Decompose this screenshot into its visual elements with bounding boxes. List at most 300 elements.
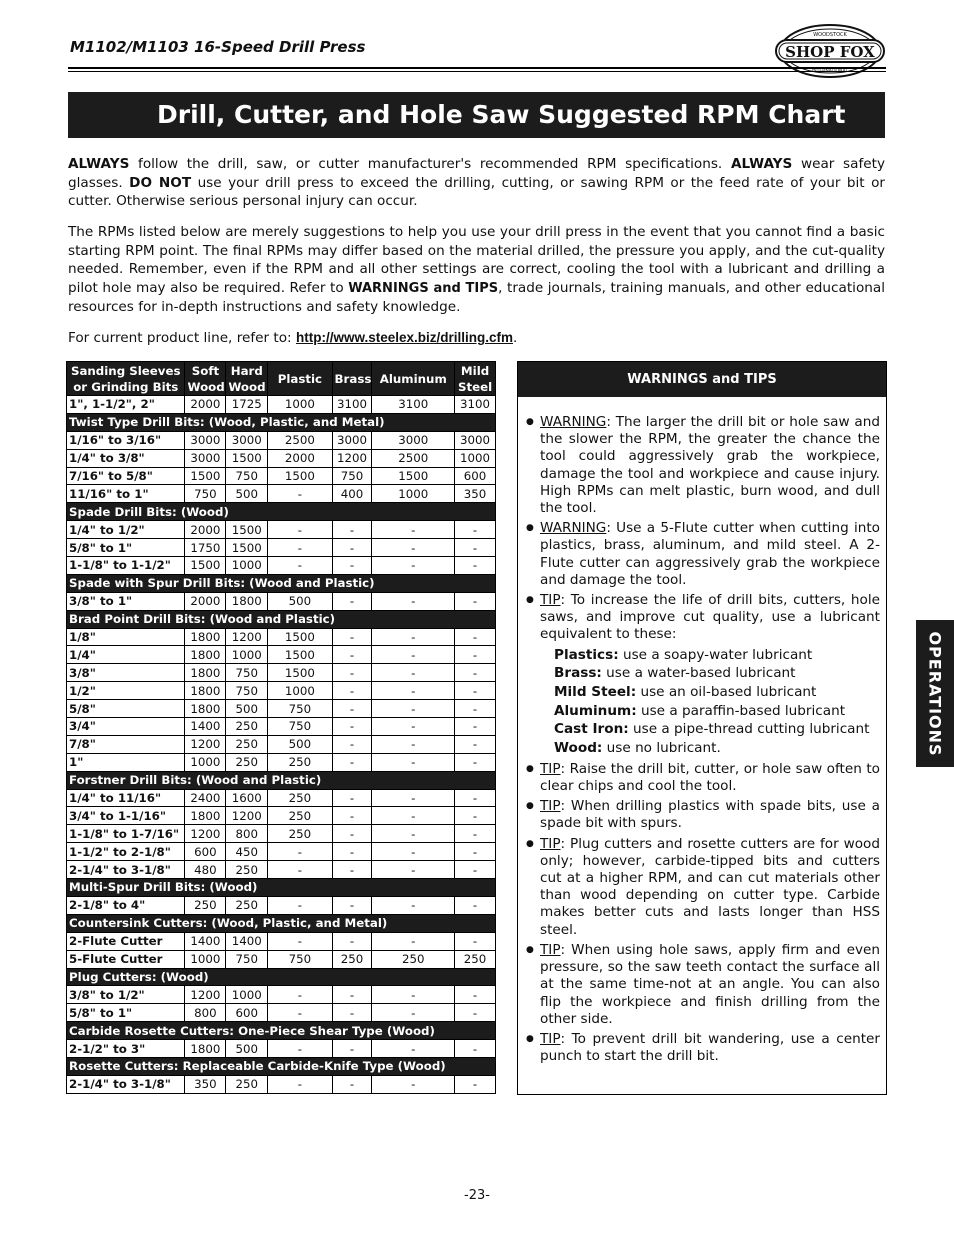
bit-size-cell: 2-1/2" to 3"	[67, 1040, 185, 1058]
item-text: : Plug cutters and rosette cutters are for wood only; however, carbide-tipped bits and cutters cut at a higher RPM, and can cut materials other than wood depending on cutter type. Carbide makes better cuts and lasts longer than HSS steel.	[540, 835, 880, 938]
svg-text:WOODSTOCK: WOODSTOCK	[813, 32, 847, 38]
column-header: Brass	[332, 362, 372, 396]
rpm-cell: 1800	[185, 646, 226, 664]
rpm-cell: -	[455, 825, 496, 843]
rpm-cell: 1800	[185, 807, 226, 825]
rpm-cell: 3000	[185, 431, 226, 449]
warning-item	[526, 942, 880, 1028]
table-row	[67, 700, 496, 718]
table-row	[67, 1040, 496, 1058]
rpm-cell: -	[372, 664, 455, 682]
table-row	[67, 485, 496, 503]
rpm-cell: -	[332, 843, 372, 861]
rpm-cell: -	[332, 861, 372, 879]
bit-size-cell: 1"	[67, 753, 185, 771]
rpm-cell: -	[455, 932, 496, 950]
bit-size-cell: 3/4" to 1-1/16"	[67, 807, 185, 825]
rpm-cell: -	[332, 789, 372, 807]
bit-size-cell: 1/4"	[67, 646, 185, 664]
table-row	[67, 986, 496, 1004]
rpm-cell: 1500	[372, 467, 455, 485]
section-label: Plug Cutters: (Wood)	[67, 968, 496, 986]
item-text: : The larger the drill bit or hole saw and the slower the RPM, the greater the chance the tool could aggressively grab the workpiece, damage the tool and workpiece and cause injury. High RPMs can melt plastic, burn wood, and dull the tool.	[540, 414, 880, 517]
table-row	[67, 467, 496, 485]
table-row	[67, 628, 496, 646]
bit-size-cell: 2-1/8" to 4"	[67, 896, 185, 914]
rpm-cell: -	[332, 1040, 372, 1058]
rpm-cell: 250	[268, 789, 332, 807]
bit-size-cell: 3/4"	[67, 718, 185, 736]
rpm-cell: 3100	[372, 396, 455, 414]
rpm-cell: 600	[185, 843, 226, 861]
warnings-title: WARNINGS and TIPS	[518, 362, 886, 397]
rpm-cell: -	[455, 1040, 496, 1058]
rpm-cell: 800	[226, 825, 268, 843]
rpm-cell: 1500	[268, 467, 332, 485]
rpm-cell: -	[372, 861, 455, 879]
warning-item	[526, 761, 880, 795]
rpm-cell: 750	[226, 682, 268, 700]
rpm-cell: -	[455, 896, 496, 914]
item-keyword: TIP	[540, 760, 561, 777]
rpm-cell: 1800	[185, 628, 226, 646]
rpm-cell: -	[372, 628, 455, 646]
bit-size-cell: 2-1/4" to 3-1/8"	[67, 861, 185, 879]
rpm-cell: 1200	[226, 807, 268, 825]
rpm-cell: 250	[268, 753, 332, 771]
page-number: -23-	[464, 1188, 490, 1203]
rpm-cell: 500	[226, 485, 268, 503]
rpm-cell: 1500	[226, 449, 268, 467]
item-keyword: WARNING	[540, 520, 607, 537]
bit-size-cell: 2-Flute Cutter	[67, 932, 185, 950]
rpm-cell: 350	[455, 485, 496, 503]
lubricant-material: Plastics:	[554, 646, 619, 663]
rpm-cell: -	[332, 896, 372, 914]
rpm-cell: 1000	[185, 753, 226, 771]
lubricant-desc: use no lubricant.	[602, 740, 721, 757]
rpm-cell: 500	[226, 1040, 268, 1058]
section-row	[67, 771, 496, 789]
rpm-cell: -	[268, 1004, 332, 1022]
product-line-paragraph: For current product line, refer to: http://www.steelex.biz/drilling.cfm.	[68, 330, 518, 346]
rpm-cell: 1500	[185, 557, 226, 575]
rpm-cell: 750	[226, 664, 268, 682]
rpm-cell: -	[455, 1004, 496, 1022]
lubricant-material: Mild Steel:	[554, 684, 637, 701]
rpm-cell: 3100	[455, 396, 496, 414]
rpm-cell: 600	[226, 1004, 268, 1022]
section-row	[67, 879, 496, 897]
rpm-cell: -	[332, 986, 372, 1004]
bit-size-cell: 5-Flute Cutter	[67, 950, 185, 968]
section-row	[67, 968, 496, 986]
rpm-cell: 1400	[185, 932, 226, 950]
rpm-cell: -	[455, 1075, 496, 1093]
rpm-cell: 250	[455, 950, 496, 968]
rpm-cell: -	[372, 1004, 455, 1022]
rpm-cell: 750	[226, 950, 268, 968]
rpm-cell: -	[372, 592, 455, 610]
section-row	[67, 413, 496, 431]
bit-size-cell: 1/4" to 3/8"	[67, 449, 185, 467]
table-row	[67, 521, 496, 539]
table-row	[67, 682, 496, 700]
section-label: Carbide Rosette Cutters: One-Piece Shear Type (Wood)	[67, 1022, 496, 1040]
section-label: Forstner Drill Bits: (Wood and Plastic)	[67, 771, 496, 789]
item-keyword: TIP	[540, 941, 561, 958]
rpm-cell: -	[332, 1075, 372, 1093]
rpm-cell: -	[372, 557, 455, 575]
table-row	[67, 807, 496, 825]
rpm-cell: -	[332, 646, 372, 664]
rpm-cell: 250	[226, 1075, 268, 1093]
item-keyword: TIP	[540, 592, 561, 609]
section-row	[67, 1022, 496, 1040]
table-row	[67, 735, 496, 753]
rpm-cell: -	[268, 1040, 332, 1058]
rpm-cell: 350	[185, 1075, 226, 1093]
item-keyword: TIP	[540, 798, 561, 815]
rpm-cell: -	[332, 735, 372, 753]
lubricant-item	[554, 683, 880, 702]
rpm-cell: 1800	[226, 592, 268, 610]
rpm-cell: 250	[226, 896, 268, 914]
rpm-chart-table	[66, 361, 496, 1094]
rpm-cell: 1000	[372, 485, 455, 503]
lubricant-material: Wood:	[554, 740, 603, 757]
rpm-cell: -	[455, 592, 496, 610]
warning-item	[526, 520, 880, 589]
table-header-row	[67, 362, 496, 396]
bit-size-cell: 1-1/8" to 1-1/2"	[67, 557, 185, 575]
rpm-cell: 750	[268, 700, 332, 718]
rpm-cell: 1750	[185, 539, 226, 557]
rpm-cell: -	[455, 521, 496, 539]
rpm-cell: -	[268, 861, 332, 879]
rpm-cell: 250	[332, 950, 372, 968]
item-text: : Raise the drill bit, cutter, or hole saw often to clear chips and cool the tool.	[540, 760, 880, 795]
rpm-cell: 2000	[185, 592, 226, 610]
rpm-cell: 1400	[185, 718, 226, 736]
bit-size-cell: 5/8"	[67, 700, 185, 718]
warning-item	[526, 414, 880, 517]
column-header: Mild Steel	[455, 362, 496, 396]
bit-size-cell: 3/8" to 1"	[67, 592, 185, 610]
rpm-cell: 1000	[268, 682, 332, 700]
rpm-cell: -	[455, 861, 496, 879]
rpm-cell: 1000	[455, 449, 496, 467]
bit-size-cell: 11/16" to 1"	[67, 485, 185, 503]
table-row	[67, 1075, 496, 1093]
svg-text:SHOP FOX: SHOP FOX	[785, 43, 875, 61]
table-row	[67, 396, 496, 414]
rpm-cell: 250	[185, 896, 226, 914]
rpm-cell: -	[332, 807, 372, 825]
rpm-cell: 1500	[268, 646, 332, 664]
rpm-cell: 750	[226, 467, 268, 485]
rpm-cell: 1500	[268, 628, 332, 646]
rpm-cell: 1200	[226, 628, 268, 646]
rpm-cell: -	[455, 753, 496, 771]
rpm-cell: -	[268, 1075, 332, 1093]
bit-size-cell: 1-1/8" to 1-7/16"	[67, 825, 185, 843]
item-keyword: TIP	[540, 835, 561, 852]
rpm-cell: -	[268, 896, 332, 914]
rpm-cell: -	[455, 682, 496, 700]
rpm-cell: -	[332, 664, 372, 682]
header-rule	[68, 67, 886, 69]
rpm-cell: -	[455, 646, 496, 664]
rpm-cell: 3100	[332, 396, 372, 414]
bit-size-cell: 7/16" to 5/8"	[67, 467, 185, 485]
operations-tab: OPERATIONS	[916, 620, 954, 767]
rpm-cell: 1500	[226, 521, 268, 539]
rpm-cell: -	[455, 664, 496, 682]
rpm-cell: -	[455, 789, 496, 807]
item-keyword: WARNING	[540, 414, 607, 430]
bit-size-cell: 5/8" to 1"	[67, 1004, 185, 1022]
rpm-cell: -	[268, 932, 332, 950]
rpm-cell: -	[372, 700, 455, 718]
warning-item	[526, 592, 880, 758]
column-header: Soft Wood	[185, 362, 226, 396]
rpm-cell: 1500	[226, 539, 268, 557]
header-rule-thin	[68, 71, 886, 72]
rpm-cell: 1000	[226, 986, 268, 1004]
rpm-cell: 2000	[185, 521, 226, 539]
rpm-cell: 250	[372, 950, 455, 968]
column-header: Sanding Sleeves or Grinding Bits	[67, 362, 185, 396]
table-row	[67, 896, 496, 914]
rpm-cell: -	[268, 843, 332, 861]
rpm-cell: 1500	[268, 664, 332, 682]
rpm-cell: -	[332, 557, 372, 575]
lubricant-desc: use an oil-based lubricant	[636, 684, 817, 701]
rpm-cell: -	[372, 843, 455, 861]
lubricant-item	[554, 664, 880, 683]
lubricant-item	[554, 646, 880, 665]
table-row	[67, 718, 496, 736]
rpm-cell: 1000	[268, 396, 332, 414]
rpm-cell: 500	[268, 592, 332, 610]
bit-size-cell: 7/8"	[67, 735, 185, 753]
table-row	[67, 449, 496, 467]
warning-item	[526, 836, 880, 939]
section-label: Brad Point Drill Bits: (Wood and Plastic)	[67, 610, 496, 628]
rpm-cell: -	[268, 557, 332, 575]
rpm-cell: -	[455, 539, 496, 557]
rpm-cell: -	[332, 718, 372, 736]
rpm-cell: -	[332, 682, 372, 700]
table-row	[67, 431, 496, 449]
column-header: Aluminum	[372, 362, 455, 396]
bit-size-cell: 1", 1-1/2", 2"	[67, 396, 185, 414]
rpm-cell: -	[332, 753, 372, 771]
lubricant-desc: use a pipe-thread cutting lubricant	[628, 721, 870, 738]
rpm-cell: 2000	[268, 449, 332, 467]
rpm-cell: 1800	[185, 664, 226, 682]
rpm-cell: -	[372, 1075, 455, 1093]
lubricant-desc: use a paraffin-based lubricant	[636, 702, 846, 719]
rpm-info-paragraph: The RPMs listed below are merely suggestions to help you use your drill press in the event that you cannot find a basic starting RPM point. The final RPMs may differ based on the material drilled, the pressure you apply, and the cut-quality needed. Remember, even if the RPM and all other settings are correct, cooling the tool with a lubricant and drilling a pilot hole may also be required. Refer to WARNINGS and TIPS, trade journals, training manuals, and other educational resources for in-depth instructions and safety knowledge.	[68, 224, 885, 316]
rpm-cell: -	[455, 557, 496, 575]
lubricant-desc: use a soapy-water lubricant	[618, 646, 813, 663]
section-label: Multi-Spur Drill Bits: (Wood)	[67, 879, 496, 897]
warning-item	[526, 798, 880, 832]
rpm-cell: 1800	[185, 1040, 226, 1058]
rpm-cell: 250	[268, 807, 332, 825]
rpm-cell: -	[372, 718, 455, 736]
rpm-cell: -	[332, 592, 372, 610]
rpm-cell: 3000	[372, 431, 455, 449]
rpm-cell: -	[332, 539, 372, 557]
column-header: Plastic	[268, 362, 332, 396]
rpm-cell: 3000	[455, 431, 496, 449]
bit-size-cell: 1/4" to 11/16"	[67, 789, 185, 807]
rpm-cell: -	[455, 735, 496, 753]
rpm-cell: 1400	[226, 932, 268, 950]
rpm-cell: -	[372, 807, 455, 825]
rpm-cell: 1000	[185, 950, 226, 968]
table-row	[67, 557, 496, 575]
section-label: Spade Drill Bits: (Wood)	[67, 503, 496, 521]
bit-size-cell: 1/4" to 1/2"	[67, 521, 185, 539]
rpm-cell: 2500	[372, 449, 455, 467]
item-keyword: TIP	[540, 1030, 561, 1047]
section-row	[67, 914, 496, 932]
rpm-cell: -	[332, 932, 372, 950]
rpm-cell: 500	[226, 700, 268, 718]
table-row	[67, 932, 496, 950]
table-row	[67, 789, 496, 807]
table-row	[67, 825, 496, 843]
rpm-cell: 750	[185, 485, 226, 503]
rpm-cell: 3000	[226, 431, 268, 449]
warning-item	[526, 1031, 880, 1065]
table-row	[67, 539, 496, 557]
rpm-cell: -	[332, 521, 372, 539]
rpm-cell: 500	[268, 735, 332, 753]
rpm-cell: 750	[332, 467, 372, 485]
rpm-cell: -	[372, 735, 455, 753]
column-header: Hard Wood	[226, 362, 268, 396]
section-row	[67, 610, 496, 628]
rpm-cell: 1200	[185, 735, 226, 753]
rpm-cell: 1200	[185, 986, 226, 1004]
table-row	[67, 753, 496, 771]
table-row	[67, 1004, 496, 1022]
steelex-link[interactable]: http://www.steelex.biz/drilling.cfm	[295, 330, 513, 345]
section-label: Spade with Spur Drill Bits: (Wood and Plastic)	[67, 574, 496, 592]
rpm-cell: -	[372, 1040, 455, 1058]
rpm-cell: 250	[226, 861, 268, 879]
item-text: : To increase the life of drill bits, cutters, hole saws, and improve cut quality, use a lubricant equivalent to these:	[540, 592, 880, 643]
rpm-cell: -	[268, 485, 332, 503]
rpm-cell: -	[455, 628, 496, 646]
section-row	[67, 574, 496, 592]
rpm-cell: 2500	[268, 431, 332, 449]
rpm-cell: 1500	[185, 467, 226, 485]
rpm-cell: -	[372, 521, 455, 539]
table-row	[67, 646, 496, 664]
rpm-cell: -	[372, 896, 455, 914]
bit-size-cell: 3/8" to 1/2"	[67, 986, 185, 1004]
rpm-cell: 3000	[185, 449, 226, 467]
rpm-cell: 1000	[226, 646, 268, 664]
rpm-cell: 750	[268, 718, 332, 736]
rpm-cell: 1000	[226, 557, 268, 575]
rpm-cell: -	[372, 932, 455, 950]
rpm-cell: -	[372, 825, 455, 843]
rpm-cell: -	[332, 825, 372, 843]
rpm-cell: 1800	[185, 682, 226, 700]
item-text: : When using hole saws, apply firm and even pressure, so the saw teeth contact the surface all at the same time-not at an angle. You can also flip the workpiece and finish drilling from the other side.	[540, 941, 880, 1027]
rpm-cell: 400	[332, 485, 372, 503]
table-row	[67, 592, 496, 610]
rpm-cell: 250	[226, 718, 268, 736]
rpm-cell: 3000	[332, 431, 372, 449]
lubricant-item	[554, 702, 880, 721]
warnings-tips-box	[517, 361, 887, 1095]
rpm-cell: 480	[185, 861, 226, 879]
rpm-cell: -	[372, 986, 455, 1004]
rpm-cell: -	[372, 789, 455, 807]
rpm-cell: 250	[226, 735, 268, 753]
rpm-cell: -	[372, 682, 455, 700]
section-row	[67, 1057, 496, 1075]
section-label: Countersink Cutters: (Wood, Plastic, and Metal)	[67, 914, 496, 932]
rpm-cell: -	[332, 700, 372, 718]
lubricant-list	[554, 646, 880, 758]
rpm-cell: -	[372, 753, 455, 771]
rpm-cell: -	[332, 628, 372, 646]
rpm-cell: -	[455, 986, 496, 1004]
bit-size-cell: 1/2"	[67, 682, 185, 700]
rpm-cell: 2400	[185, 789, 226, 807]
rpm-cell: 1800	[185, 700, 226, 718]
lubricant-material: Cast Iron:	[554, 721, 629, 738]
rpm-cell: 750	[268, 950, 332, 968]
table-row	[67, 843, 496, 861]
rpm-cell: 250	[226, 753, 268, 771]
bit-size-cell: 3/8"	[67, 664, 185, 682]
rpm-cell: 2000	[185, 396, 226, 414]
rpm-cell: -	[268, 539, 332, 557]
rpm-cell: -	[455, 843, 496, 861]
lubricant-item	[554, 739, 880, 758]
bit-size-cell: 1/8"	[67, 628, 185, 646]
page-header	[68, 32, 886, 70]
section-row	[67, 503, 496, 521]
table-row	[67, 664, 496, 682]
rpm-cell: -	[372, 646, 455, 664]
section-label: Rosette Cutters: Replaceable Carbide-Knife Type (Wood)	[67, 1057, 496, 1075]
rpm-cell: 1600	[226, 789, 268, 807]
model-title: M1102/M1103 16-Speed Drill Press	[70, 38, 366, 56]
rpm-cell: 450	[226, 843, 268, 861]
item-text: : Use a 5-Flute cutter when cutting into plastics, brass, aluminum, and mild steel. A 2-Flute cutter can aggressively grab the workpiece and damage the tool.	[540, 520, 880, 588]
page-title: Drill, Cutter, and Hole Saw Suggested RPM Chart	[68, 92, 885, 138]
rpm-cell: -	[268, 986, 332, 1004]
rpm-cell: -	[455, 807, 496, 825]
table-row	[67, 950, 496, 968]
rpm-cell: -	[455, 700, 496, 718]
bit-size-cell: 2-1/4" to 3-1/8"	[67, 1075, 185, 1093]
rpm-cell: 1200	[332, 449, 372, 467]
lubricant-desc: use a water-based lubricant	[601, 665, 796, 682]
item-text: : To prevent drill bit wandering, use a center punch to start the drill bit.	[540, 1030, 880, 1065]
